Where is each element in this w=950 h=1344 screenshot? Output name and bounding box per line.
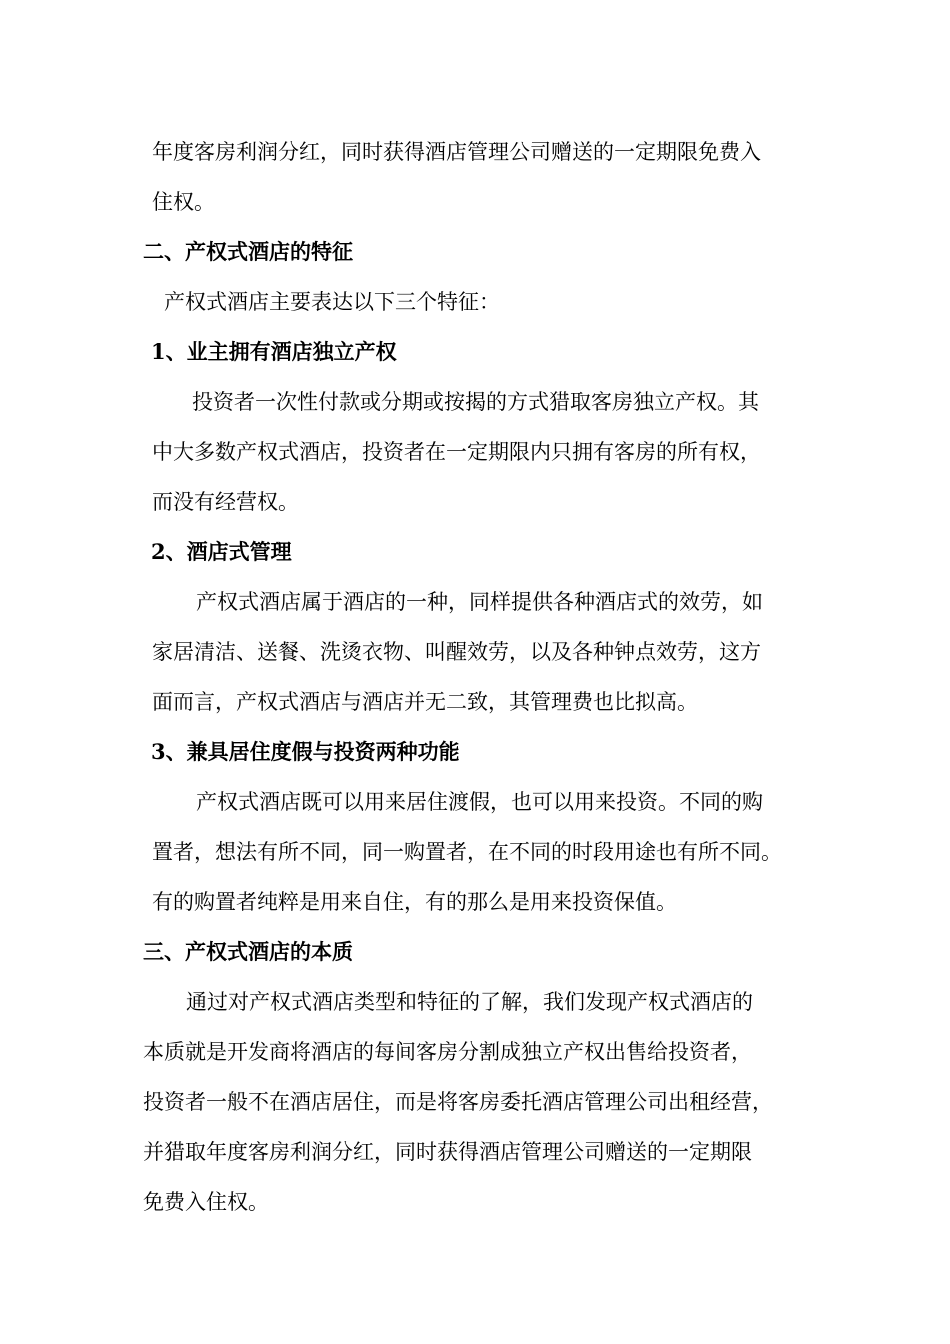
paragraph-line: 产权式酒店主要表达以下三个特征：: [164, 290, 500, 314]
paragraph-line: 产权式酒店既可以用来居住渡假，也可以用来投资。不同的购: [196, 790, 763, 814]
paragraph-line: 投资者一般不在酒店居住，而是将客房委托酒店管理公司出租经营，: [143, 1090, 773, 1114]
subsection-heading: 2、酒店式管理: [151, 539, 292, 564]
paragraph-line: 中大多数产权式酒店，投资者在一定期限内只拥有客房的所有权，: [152, 440, 761, 464]
paragraph-line: 通过对产权式酒店类型和特征的了解，我们发现产权式酒店的: [186, 990, 753, 1014]
section-heading: 二、产权式酒店的特征: [143, 239, 353, 264]
subsection-heading: 1、业主拥有酒店独立产权: [151, 339, 397, 364]
paragraph-line: 而没有经营权。: [152, 490, 299, 514]
paragraph-line: 家居清洁、送餐、洗烫衣物、叫醒效劳，以及各种钟点效劳，这方: [152, 640, 761, 664]
paragraph-line: 年度客房利润分红，同时获得酒店管理公司赠送的一定期限免费入: [152, 140, 761, 164]
section-heading: 三、产权式酒店的本质: [143, 939, 353, 964]
paragraph-line: 并猎取年度客房利润分红，同时获得酒店管理公司赠送的一定期限: [143, 1140, 752, 1164]
subsection-heading: 3、兼具居住度假与投资两种功能: [151, 739, 460, 764]
paragraph-line: 产权式酒店属于酒店的一种，同样提供各种酒店式的效劳，如: [196, 590, 763, 614]
paragraph-line: 置者，想法有所不同，同一购置者，在不同的时段用途也有所不同。: [152, 840, 782, 864]
paragraph-line: 投资者一次性付款或分期或按揭的方式猎取客房独立产权。其: [192, 390, 759, 414]
paragraph-line: 面而言，产权式酒店与酒店并无二致，其管理费也比拟高。: [152, 690, 698, 714]
paragraph-line: 免费入住权。: [143, 1190, 269, 1214]
paragraph-line: 有的购置者纯粹是用来自住，有的那么是用来投资保值。: [152, 890, 677, 914]
paragraph-line: 本质就是开发商将酒店的每间客房分割成独立产权出售给投资者，: [143, 1040, 752, 1064]
paragraph-line: 住权。: [152, 190, 215, 214]
